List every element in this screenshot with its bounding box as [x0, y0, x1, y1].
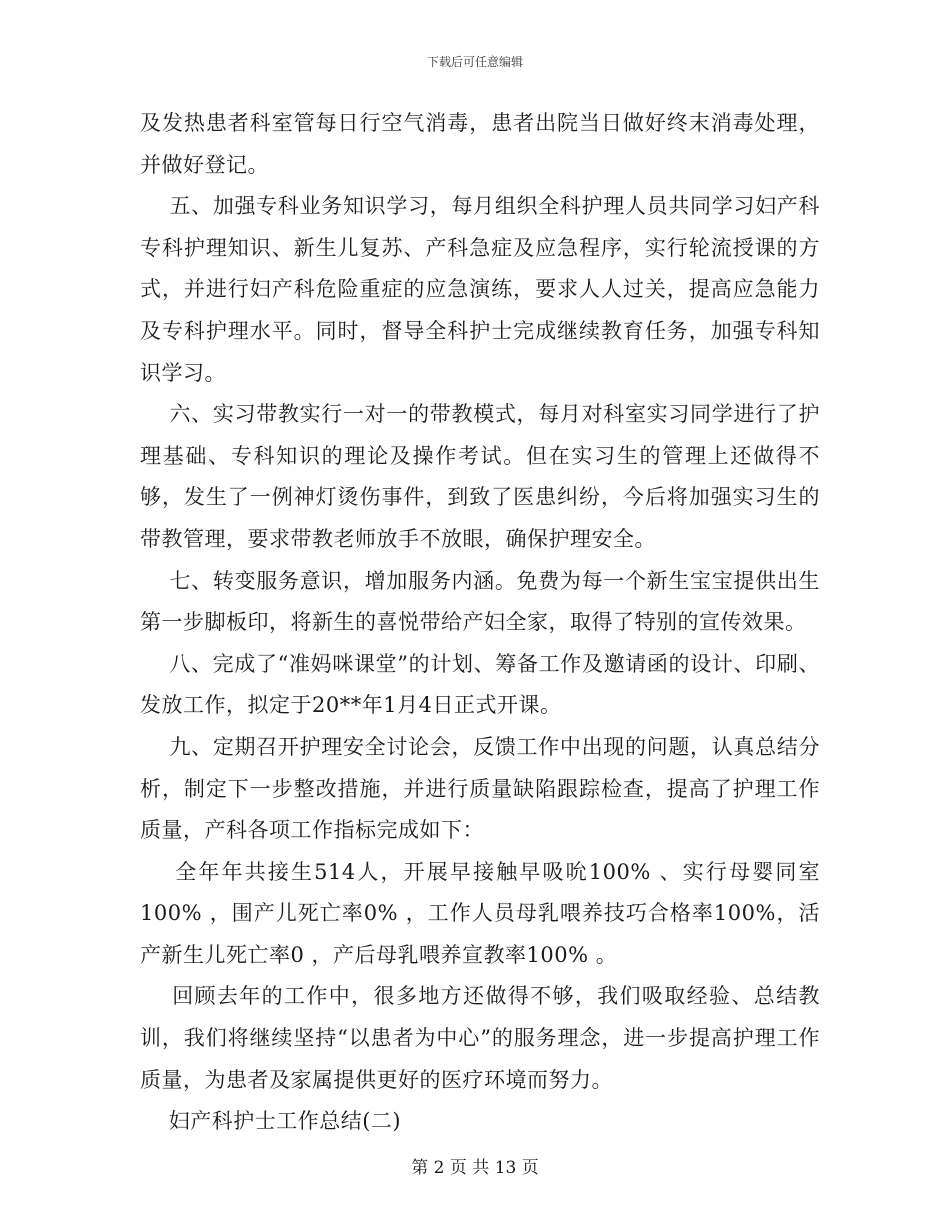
paragraph-item-9: 九、定期召开护理安全讨论会，反馈工作中出现的问题，认真总结分析，制定下一步整改措施，并进行质量缺陷跟踪检查，提高了护理工作质量，产科各项工作指标完成如下： — [140, 734, 820, 843]
section-title: 妇产科护士工作总结(二) — [140, 1109, 402, 1134]
paragraph-item-6: 六、实习带教实行一对一的带教模式，每月对科室实习同学进行了护理基础、专科知识的理论及操作考试。但在实习生的管理上还做得不够，发生了一例神灯烫伤事件，到致了医患纠纷，今后将加强实习生的带教管理，要求带教老师放手不放眼，确保护理安全。 — [140, 402, 820, 551]
paragraph-item-8: 八、完成了“准妈咪课堂”的计划、筹备工作及邀请函的设计、印刷、发放工作，拟定于20**年1月4日正式开课。 — [140, 651, 820, 718]
paragraph-item-7: 七、转变服务意识，增加服务内涵。免费为每一个新生宝宝提供出生第一步脚板印，将新生的喜悦带给产妇全家，取得了特别的宣传效果。 — [140, 568, 820, 635]
page-number: 第 2 页 共 13 页 — [411, 1158, 539, 1178]
paragraph-statistics: 全年年共接生514人，开展早接触早吸吮100% 、实行母婴同室100% ，围产儿死亡率0% ，工作人员母乳喂养技巧合格率100%，活产新生儿死亡率0 ，产后母乳喂养宣教率100% 。 — [140, 859, 821, 967]
paragraph-review: 回顾去年的工作中，很多地方还做得不够，我们吸取经验、总结教训，我们将继续坚持“以患者为中心”的服务理念，进一步提高护理工作质量，为患者及家属提供更好的医疗环境而努力。 — [140, 984, 821, 1092]
document-body — [140, 103, 820, 1143]
download-note: 下载后可任意编辑 — [426, 55, 523, 69]
paragraph-disinfection: 及发热患者科室管每日行空气消毒，患者出院当日做好终末消毒处理，并做好登记。 — [140, 111, 820, 177]
paragraph-item-5: 五、加强专科业务知识学习，每月组织全科护理人员共同学习妇产科专科护理知识、新生儿复苏、产科急症及应急程序，实行轮流授课的方式，并进行妇产科危险重症的应急演练，要求人人过关，提高应急能力及专科护理水平。同时，督导全科护士完成继续教育任务，加强专科知识学习。 — [140, 194, 820, 385]
